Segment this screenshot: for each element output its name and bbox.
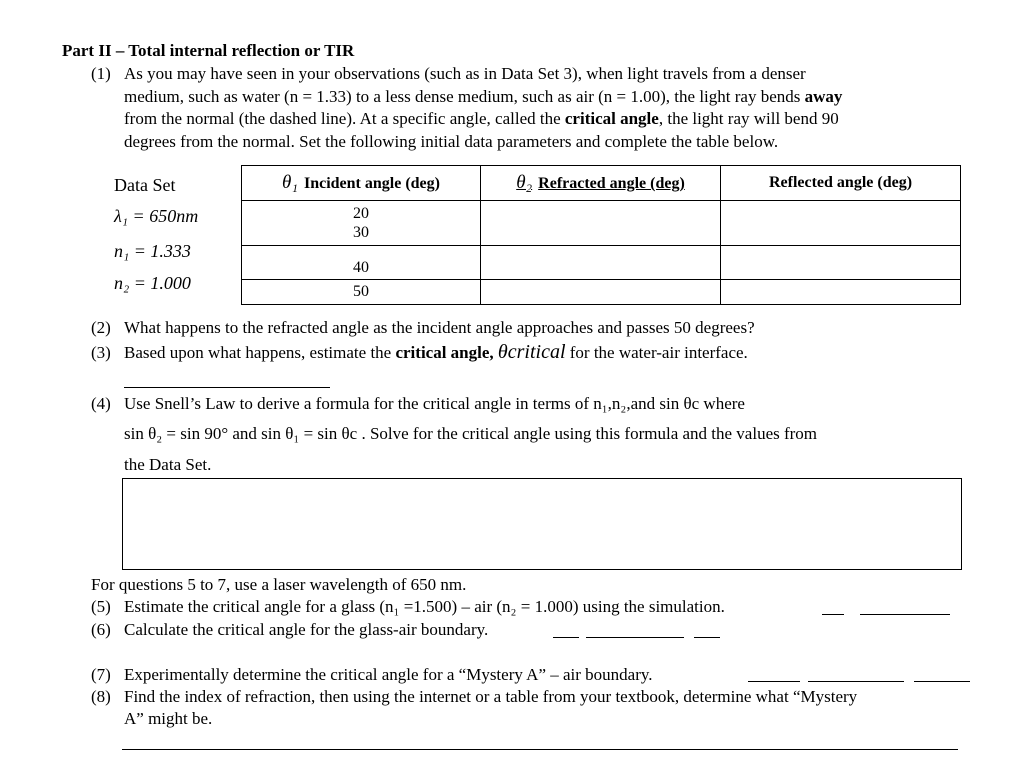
q1-line-1: As you may have seen in your observations (such as in Data Set 3), when light travels from a denser [124,64,806,83]
q6-answer-line-1[interactable] [553,637,579,638]
q1-line-3: from the normal (the dashed line). At a specific angle, called the [124,109,561,128]
data-set-label: Data Set [114,175,176,195]
question-8-line-2: A” might be. [124,709,213,728]
q4-answer-box[interactable] [122,478,962,570]
q1-line-4: degrees from the normal. Set the following initial data parameters and complete the table below. [124,131,779,151]
question-1 [91,63,961,153]
q6-answer-line-3[interactable] [694,637,720,638]
table-cell-reflected-2[interactable] [721,246,961,280]
theta1-symbol: θ₁ [282,172,298,193]
lambda-value: λ₁ = 650nm [114,206,199,226]
theta2-symbol: θ₂ [516,172,533,193]
question-5: (5) Estimate the critical angle for a glass (n₁ =1.500) – air (n₂ = 1.000) using the simulation. [91,597,725,616]
question-4-line-1: (4) Use Snell’s Law to derive a formula for the critical angle in terms of n₁,n₂,and sin θc where [91,394,745,413]
q1-bold-critical: critical angle [564,109,659,128]
question-6: (6) Calculate the critical angle for the glass-air boundary. [91,620,489,639]
q7-answer-line-2[interactable] [808,681,904,682]
table-cell-incident-3[interactable]: 50 [242,280,481,305]
col-reflected-header: Reflected angle (deg) [721,166,961,201]
q8-answer-line[interactable] [122,749,958,750]
col-incident-header: θ₁ Incident angle (deg) [242,166,481,201]
q1-number: (1) [91,64,111,83]
question-4-line-3: the Data Set. [124,455,212,474]
q7-answer-line-3[interactable] [914,681,970,682]
question-7: (7) Experimentally determine the critical angle for a “Mystery A” – air boundary. [91,665,653,684]
table-cell-refracted-1[interactable] [481,201,721,246]
q5-answer-line-1[interactable] [822,614,844,615]
q1-bold-away: away [804,86,843,106]
question-3: (3) Based upon what happens, estimate the critical angle, θcritical for the water-air interface. [91,341,748,363]
q5-answer-line-2[interactable] [860,614,950,615]
q1-line-3b: , the light ray will bend 90 [658,109,839,128]
n2-value: n₂ = 1.000 [114,273,191,293]
part-title: Part II – Total internal reflection or TIR [62,41,355,60]
question-8-line-1: (8) Find the index of refraction, then using the internet or a table from your textbook, determine what “Mystery [91,687,858,706]
question-2: (2) What happens to the refracted angle as the incident angle approaches and passes 50 degrees? [91,318,755,337]
n1-value: n₁ = 1.333 [114,241,191,261]
q7-answer-line-1[interactable] [748,681,800,682]
q6-answer-line-2[interactable] [586,637,684,638]
q3-answer-line[interactable] [124,387,330,388]
theta-critical-symbol: θcritical [497,341,566,363]
table-cell-refracted-3[interactable] [481,280,721,305]
table-cell-reflected-1[interactable] [721,201,961,246]
table-cell-refracted-2[interactable] [481,246,721,280]
data-table [241,165,961,305]
table-cell-incident-1[interactable]: 20 30 [242,201,481,246]
col-refracted-header: θ₂ Refracted angle (deg) [481,166,721,201]
table-cell-incident-2[interactable]: 40 [242,246,481,280]
q1-line-2: medium, such as water (n = 1.33) to a less dense medium, such as air (n = 1.00), the light ray bends [124,86,801,106]
question-4-line-2: sin θ₂ = sin 90° and sin θ₁ = sin θc . Solve for the critical angle using this formula and the values from [124,424,818,443]
table-cell-reflected-3[interactable] [721,280,961,305]
questions-5-7-intro: For questions 5 to 7, use a laser wavelength of 650 nm. [91,575,467,594]
